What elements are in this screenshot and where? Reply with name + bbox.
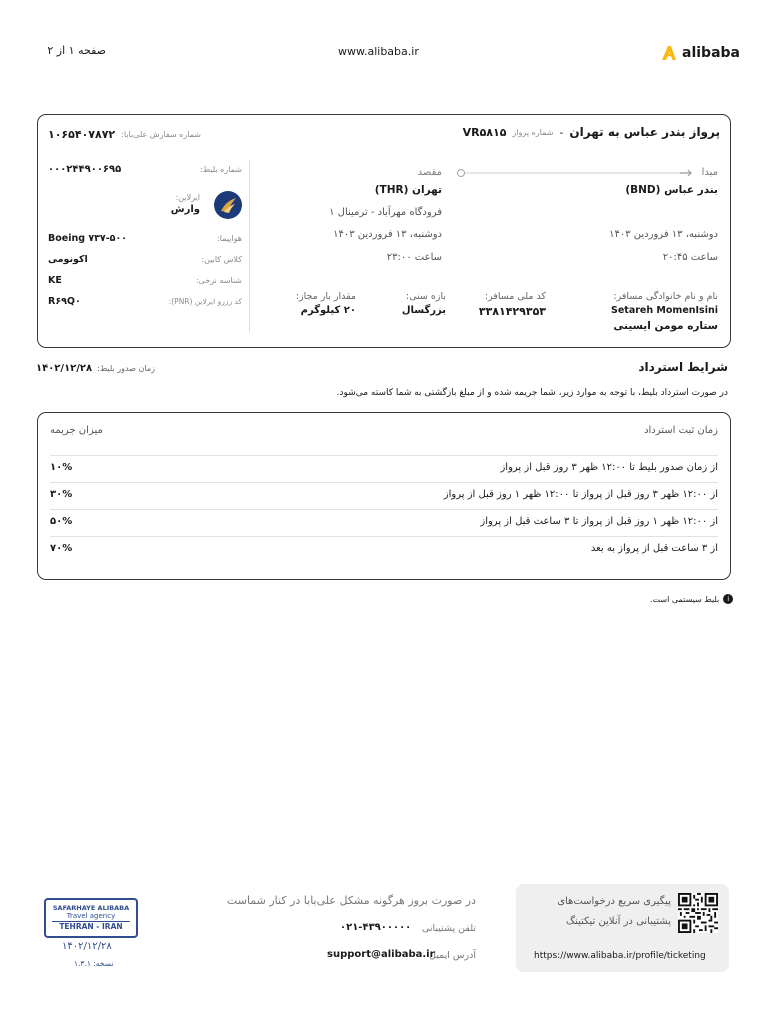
support-headline: در صورت بروز هرگونه مشکل علی‌بابا در کنار شماست [226, 894, 476, 907]
refund-title: شرایط استرداد [638, 360, 728, 374]
ticketing-line1: پیگیری سریع درخواست‌های [557, 896, 671, 907]
order-number: ۱۰۶۵۴۰۷۸۷۲ [48, 128, 116, 141]
ticketing-line2: پشتیبانی در آنلاین تیکتینگ [566, 916, 671, 927]
age-label: بازه سنی: [405, 291, 446, 302]
refund-note: در صورت استرداد بلیط، با توجه به موارد زیر، شما جریمه شده و از مبلغ بازگشتی به شما کاسته می‌شود. [336, 388, 728, 398]
email-label: آدرس ایمیل [429, 950, 476, 961]
stamp-line1: SAFARHAYE ALIBABA [52, 904, 130, 912]
cabin-label: کلاس کابین: [201, 255, 242, 264]
passenger-name-fa: ستاره مومن ایسینی [613, 320, 718, 332]
support-email[interactable]: support@alibaba.ir [327, 949, 435, 960]
pnr-value: R۶۹Q۰ [48, 296, 81, 307]
origin-city: بندر عباس (BND) [625, 184, 718, 196]
destination-airport: فرودگاه مهرآباد - ترمینال ۱ [329, 207, 442, 218]
alibaba-logo-icon [660, 44, 678, 62]
destination-time: ساعت ۲۳:۰۰ [386, 252, 442, 263]
route-line [456, 166, 696, 180]
refund-row-time: از زمان صدور بلیط تا ۱۲:۰۰ ظهر ۳ روز قبل از پرواز [500, 462, 718, 473]
baggage-label: مقدار بار مجاز: [295, 291, 356, 302]
origin-label: مبدا [701, 167, 718, 178]
logo-text: alibaba [682, 45, 740, 61]
refund-row-penalty: ۵۰% [50, 516, 73, 527]
row-divider [50, 482, 718, 483]
row-divider [50, 509, 718, 510]
refund-row-time: از ۳ ساعت قبل از پرواز به بعد [590, 543, 718, 554]
version: نسخه: ۱.۳.۱ [74, 959, 114, 968]
origin-time: ساعت ۲۰:۴۵ [662, 252, 718, 263]
title-dash: - [559, 125, 564, 139]
aircraft-label: هواپیما: [217, 234, 242, 243]
origin-date: دوشنبه، ۱۳ فروردین ۱۴۰۳ [609, 229, 718, 240]
support-phone[interactable]: ۰۲۱-۴۳۹۰۰۰۰۰ [340, 922, 412, 933]
ticket-number: ۰۰۰۲۴۴۹۰۰۶۹۵ [48, 164, 122, 175]
destination-city: تهران (THR) [374, 184, 442, 196]
site-url[interactable]: www.alibaba.ir [338, 45, 419, 58]
airline-name: وارش [170, 204, 200, 215]
qr-code[interactable] [678, 893, 718, 933]
order-row [48, 128, 201, 141]
stamp-line3: TEHRAN - IRAN [52, 921, 130, 931]
refund-row-penalty: ۳۰% [50, 489, 73, 500]
aircraft-value: Boeing ۷۳۷-۵۰۰ [48, 233, 128, 244]
flight-number: VR۵۸۱۵ [462, 125, 507, 139]
airplane-icon [679, 167, 693, 179]
system-note-row [650, 594, 733, 604]
page-number: صفحه ۱ از ۲ [47, 44, 106, 57]
passenger-name-en: Setareh MomenIsini [611, 305, 718, 316]
system-note: بلیط سیستمی است. [650, 594, 720, 604]
refund-row-time: از ۱۲:۰۰ ظهر ۳ روز قبل از پرواز تا ۱۲:۰۰ ظهر ۱ روز قبل از پرواز [443, 489, 718, 500]
issue-label: زمان صدور بلیط: [97, 364, 155, 373]
national-id-label: کد ملی مسافر: [484, 291, 546, 302]
col-header-penalty: میزان جریمه [50, 425, 103, 436]
col-header-time: زمان ثبت استرداد [644, 425, 718, 436]
phone-label: تلفن پشتیبانی [421, 923, 476, 934]
refund-row-penalty: ۱۰% [50, 462, 73, 473]
order-label: شماره سفارش علی‌بابا: [121, 130, 201, 139]
info-icon: i [723, 594, 733, 604]
agency-stamp [44, 898, 138, 938]
refund-row-penalty: ۷۰% [50, 543, 73, 554]
ticket-number-label: شماره بلیط: [200, 165, 242, 174]
row-divider [50, 455, 718, 456]
stamp-date: ۱۴۰۲/۱۲/۲۸ [62, 941, 112, 952]
issue-date: ۱۴۰۲/۱۲/۲۸ [36, 363, 93, 374]
flight-title: پرواز بندر عباس به تهران [569, 125, 720, 139]
age-value: بزرگسال [401, 305, 446, 316]
alibaba-logo [660, 44, 740, 62]
flight-number-label: شماره پرواز [512, 127, 554, 137]
stamp-line2: Travel agency [66, 912, 116, 920]
airline-label: ایرلاین: [175, 193, 200, 202]
varesh-bird-icon [214, 191, 242, 219]
destination-date: دوشنبه، ۱۳ فروردین ۱۴۰۳ [333, 229, 442, 240]
baggage-value: ۲۰ کیلوگرم [300, 305, 356, 316]
airline-logo [214, 191, 242, 219]
pnr-label: کد رزرو ایرلاین (PNR): [168, 297, 242, 306]
fare-label: شناسه نرخی: [195, 276, 242, 285]
fare-value: KE [48, 275, 62, 286]
row-divider [50, 536, 718, 537]
ticketing-url[interactable]: https://www.alibaba.ir/profile/ticketing [534, 951, 706, 961]
qr-code-icon [678, 893, 718, 933]
refund-row-time: از ۱۲:۰۰ ظهر ۱ روز قبل از پرواز تا ۳ ساعت قبل از پرواز [480, 516, 718, 527]
passenger-label: نام و نام خانوادگی مسافر: [613, 291, 718, 302]
destination-label: مقصد [417, 167, 442, 178]
cabin-value: اکونومی [48, 254, 88, 265]
issue-row [36, 363, 155, 374]
flight-title-row [463, 125, 720, 139]
section-divider [249, 160, 250, 332]
refund-table [37, 412, 731, 580]
national-id: ۳۳۸۱۴۲۹۳۵۳ [478, 305, 546, 318]
